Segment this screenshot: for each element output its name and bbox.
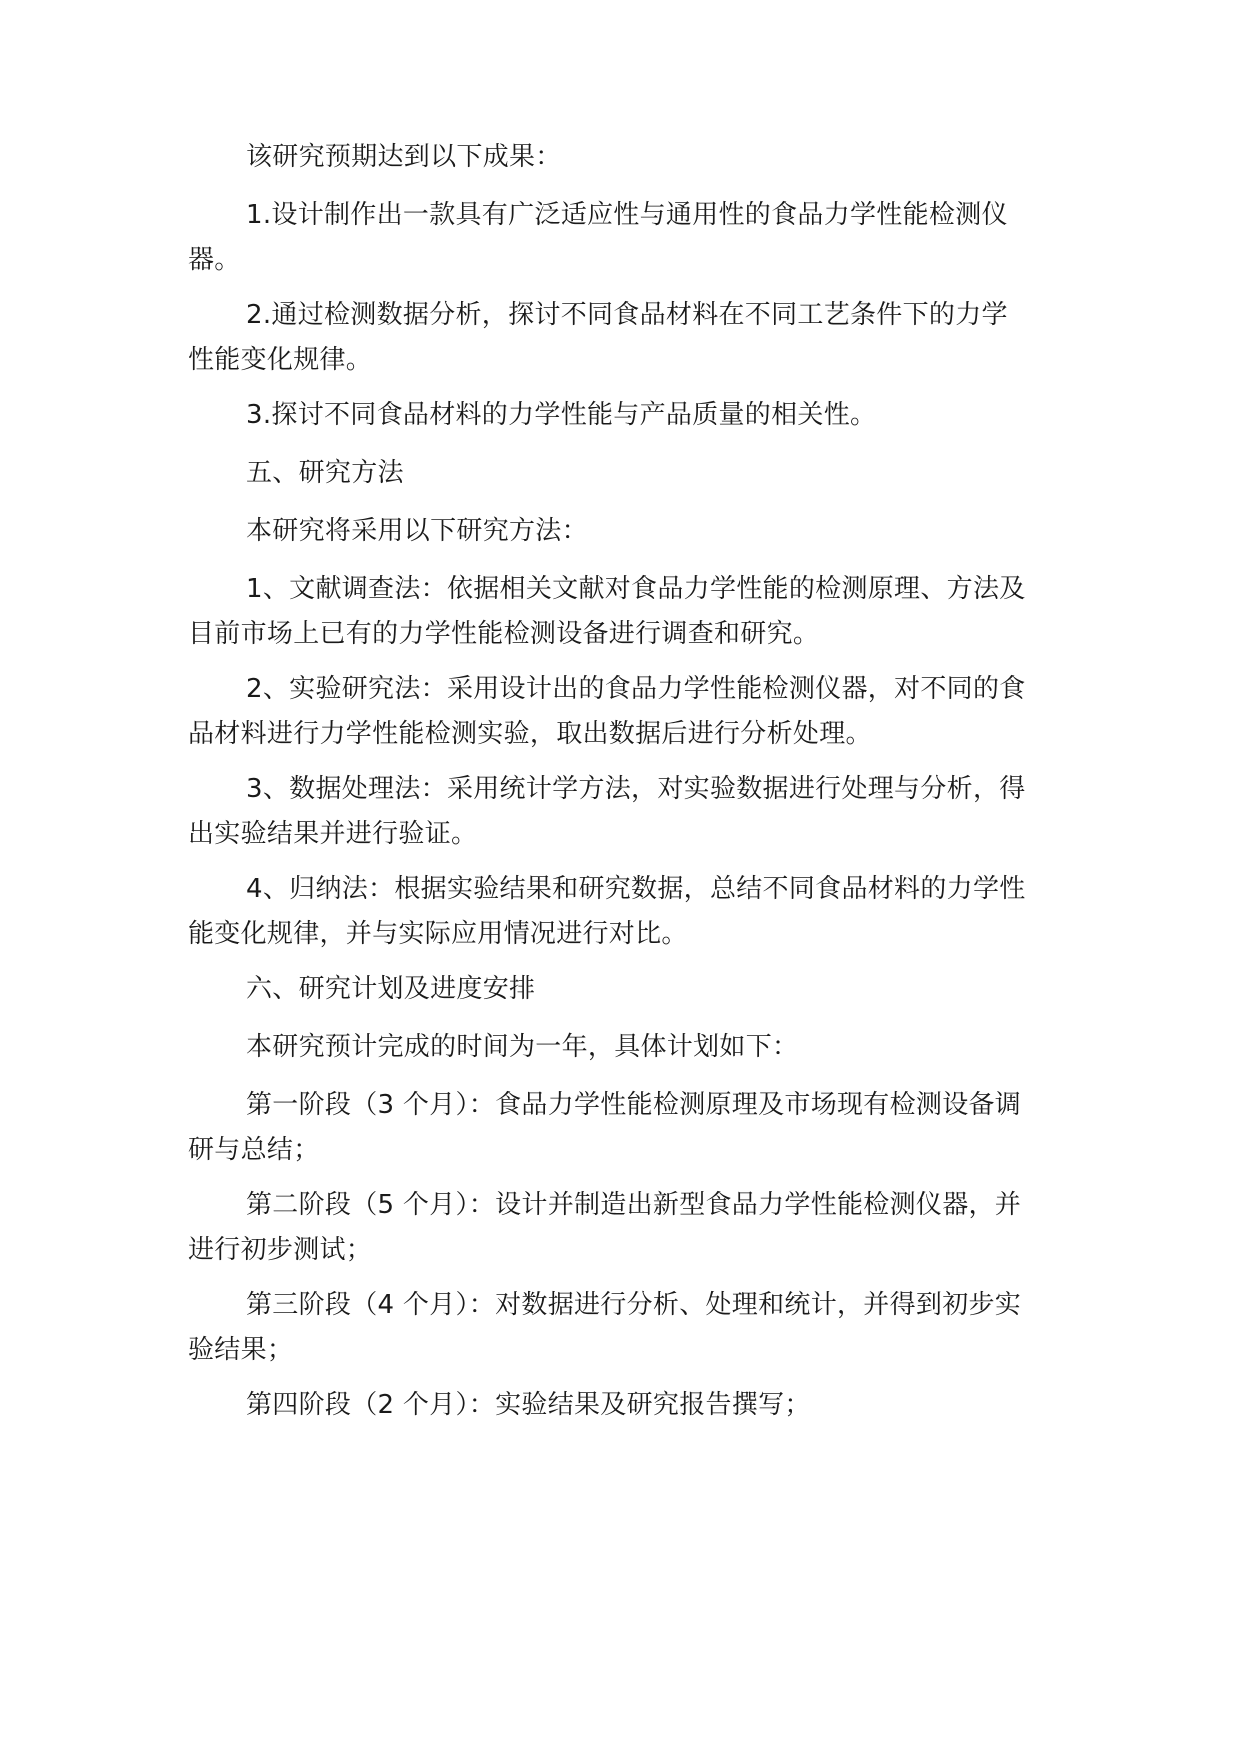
paragraph-stage-3: [188, 1283, 1068, 1373]
text-line: 第四阶段（2 个月）：实验结果及研究报告撰写；: [246, 1390, 811, 1420]
text-line: 器。: [188, 245, 241, 275]
paragraph-result-3: [188, 393, 1068, 438]
text-line: 第二阶段（5 个月）：设计并制造出新型食品力学性能检测仪器，并: [246, 1190, 1022, 1220]
paragraph-plan-intro: [188, 1025, 1068, 1070]
text-line: 3.探讨不同食品材料的力学性能与产品质量的相关性。: [246, 400, 877, 430]
text-line: 第三阶段（4 个月）：对数据进行分析、处理和统计，并得到初步实: [246, 1290, 1022, 1320]
paragraph-method-4: [188, 867, 1068, 957]
text-line: 验结果；: [188, 1335, 294, 1365]
text-line: 本研究将采用以下研究方法：: [246, 516, 588, 546]
paragraph-methods-intro: [188, 509, 1068, 554]
text-line: 能变化规律，并与实际应用情况进行对比。: [188, 919, 688, 949]
text-line: 4、归纳法：根据实验结果和研究数据，总结不同食品材料的力学性: [246, 874, 1026, 904]
text-line: 1.设计制作出一款具有广泛适应性与通用性的食品力学性能检测仪: [246, 200, 1008, 230]
text-line: 出实验结果并进行验证。: [188, 819, 478, 849]
paragraph-result-2: [188, 293, 1068, 383]
text-line: 进行初步测试；: [188, 1235, 373, 1265]
paragraph-stage-4: [188, 1383, 1068, 1428]
paragraph-method-3: [188, 767, 1068, 857]
text-line: 第一阶段（3 个月）：食品力学性能检测原理及市场现有检测设备调: [246, 1090, 1022, 1120]
text-line: 性能变化规律。: [188, 345, 373, 375]
paragraph-result-1: [188, 193, 1068, 283]
text-line: 六、研究计划及进度安排: [246, 974, 536, 1004]
text-line: 本研究预计完成的时间为一年，具体计划如下：: [246, 1032, 799, 1062]
paragraph-stage-2: [188, 1183, 1068, 1273]
text-line: 目前市场上已有的力学性能检测设备进行调查和研究。: [188, 619, 820, 649]
section-heading-research-methods: [188, 451, 1068, 496]
text-line: 研与总结；: [188, 1135, 320, 1165]
paragraph-expected-results-intro: [188, 135, 1068, 180]
text-line: 该研究预期达到以下成果：: [246, 142, 562, 172]
text-line: 3、数据处理法：采用统计学方法，对实验数据进行处理与分析，得: [246, 774, 1026, 804]
paragraph-method-2: [188, 667, 1068, 757]
paragraph-stage-1: [188, 1083, 1068, 1173]
text-line: 品材料进行力学性能检测实验，取出数据后进行分析处理。: [188, 719, 872, 749]
section-heading-research-plan: [188, 967, 1068, 1012]
text-line: 五、研究方法: [246, 458, 404, 488]
text-line: 1、文献调查法：依据相关文献对食品力学性能的检测原理、方法及: [246, 574, 1026, 604]
text-line: 2.通过检测数据分析，探讨不同食品材料在不同工艺条件下的力学: [246, 300, 1008, 330]
paragraph-method-1: [188, 567, 1068, 657]
text-line: 2、实验研究法：采用设计出的食品力学性能检测仪器，对不同的食: [246, 674, 1026, 704]
